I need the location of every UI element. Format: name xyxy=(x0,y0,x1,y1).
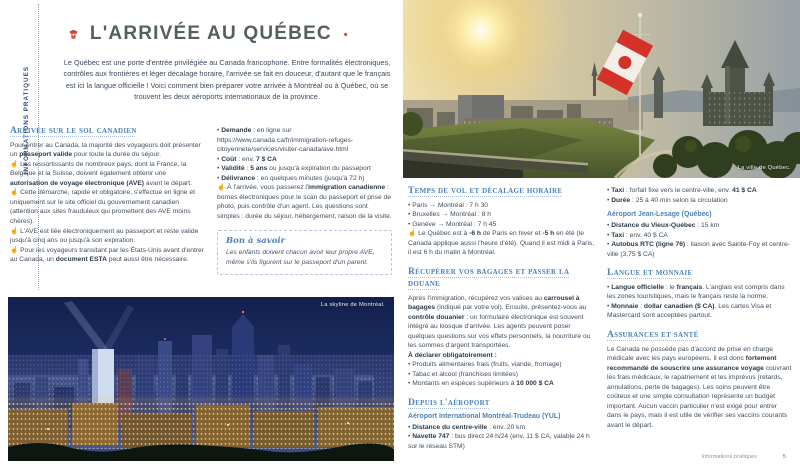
airport-name-jean-lesage: Aéroport Jean-Lesage (Québec) xyxy=(607,211,712,219)
left-column-1 xyxy=(10,126,206,265)
bullet-item: • Bruxelles → Montréal : 8 h xyxy=(408,211,491,219)
paragraph: Pour entrer au Canada, la majorité des voyageurs doit présenter un passeport valide pour toute la durée du séjour. xyxy=(10,141,201,159)
paragraph: ☝ Cette démarche, rapide et obligatoire, s'effectue en ligne et uniquement sur le site officiel du gouvernement canadien (attention aux sites frauduleux qui promettent des AVE moins chères). xyxy=(10,189,195,225)
paragraph: ☝ Pour les voyageurs transitant par les États-Unis avant d'entrer au Canada, un document ESTA peut aussi être nécessaire. xyxy=(10,246,204,264)
paragraph: Le Canada ne possède pas d'accord de prise en charge médicale avec les pays européens. Il est donc fortement recommandé de souscrire une assurance voyage couvrant les frais médicaux, le rapatriement et les imprévus (retards, annulations, perte de bagages). Les soins peuvent être coûteux et une simple consultation représente un budget important. Aucun vaccin particulier n'est exigé pour entrer dans le pays, mais il est utile de vérifier ses vaccins courants avant le départ. xyxy=(607,345,792,429)
airport-name-yul: Aéroport International Montréal-Trudeau (YUL) xyxy=(408,412,561,420)
paragraph: ☝ Les ressortissants de nombreux pays, dont la France, la Belgique et la Suisse, doivent également obtenir une autorisation de voyage électronique (AVE) avant le départ. xyxy=(10,160,192,187)
bullet-item: • Tabac et alcool (franchises limitées) xyxy=(408,370,519,378)
maple-leaf-icon xyxy=(343,26,348,43)
page-title: L'ARRIVÉE AU QUÉBEC xyxy=(89,23,332,44)
paragraph: ☝ Le Québec est à -6 h de Paris en hiver et -5 h en été (le Canada applique aussi l'heure d'été). Quand il est midi à Paris, il est 6 h du matin à Montréal. xyxy=(408,230,595,257)
paragraph: ☝ L'AVE est liée électroniquement au passeport et reste valide jusqu'à cinq ans ou jusqu'à son expiration. xyxy=(10,227,199,245)
declare-heading: À déclarer obligatoirement : xyxy=(408,351,497,359)
page-footer xyxy=(702,454,786,460)
photo-caption-montreal: La skyline de Montréal. xyxy=(320,302,385,308)
bullet-item: • Durée : 25 à 40 min selon la circulation xyxy=(607,196,728,204)
bullet-item: • Validité : 5 ans ou jusqu'à expiration du passeport xyxy=(217,165,371,173)
good-to-know-box xyxy=(217,230,392,274)
section-heading-from-airport: Depuis l'aéroport xyxy=(408,397,490,408)
bullet-item: • Demande : en ligne sur https://www.canada.ca/fr/immigration-refuges-citoyennete/services/visiter-canada/ave.html xyxy=(217,127,354,154)
photo-quebec-city xyxy=(403,0,800,178)
section-heading-flight: Temps de vol et décalage horaire xyxy=(408,186,563,196)
paragraph: Après l'immigration, récupérez vos valises au carrousel à bagages (indiqué par votre vol). Ensuite, présentez-vous au contrôle douanier : un formulaire électronique est souvent intégré au kiosque d'arrivée. Les agents peuvent poser quelques questions sur vos effets personnels, la nourriture ou les sommes d'argent transportées. xyxy=(408,294,591,350)
bullet-item: • Monnaie : dollar canadien ($ CA). Les cartes Visa et Mastercard sont acceptées partout. xyxy=(607,302,772,320)
bullet-item: • Distance du Vieux-Québec : 15 km xyxy=(607,222,720,229)
paragraph: ☝ À l'arrivée, vous passerez l'immigration canadienne : bornes électroniques pour le scan du passeport et prise de photo, puis contrôle d'un agent. Les questions sont simples : durée du séjour, hébergement, raison de la visite. xyxy=(217,184,392,220)
bullet-item: • Coût : env. 7 $ CA xyxy=(217,155,277,163)
bullet-item: • Taxi : forfait fixe vers le centre-ville, env. 41 $ CA xyxy=(607,187,757,194)
quebec-sunset-illustration xyxy=(403,0,800,178)
good-to-know-text: Les enfants doivent chacun avoir leur propre AVE, même s'ils figurent sur le passeport d'un parent. xyxy=(226,249,375,266)
left-column-2 xyxy=(217,126,392,275)
bullet-item: • Navette 747 : bus direct 24 h/24 (env. 11 $ CA, valable 24 h sur le réseau STM) xyxy=(408,433,590,450)
photo-caption-quebec: La ville de Québec. xyxy=(737,165,791,171)
bullet-item: • Montants en espèces supérieurs à 10 000 $ CA xyxy=(408,380,554,388)
bullet-item: • Produits alimentaires frais (fruits, viande, fromage) xyxy=(408,361,562,369)
good-to-know-heading: Bon à savoir xyxy=(226,236,286,247)
footer-label: Informations pratiques xyxy=(701,454,757,460)
photo-montreal-skyline xyxy=(8,297,394,461)
right-column-1 xyxy=(408,186,598,451)
bullet-item: • Taxi : env. 40 $ CA xyxy=(607,231,668,239)
bullet-item: • Langue officielle : le français. L'anglais est compris dans les zones touristiques, mais le français reste la norme. xyxy=(607,283,785,301)
page-header xyxy=(68,12,348,56)
sidebar-section-label: INFORMATIONS PRATIQUES xyxy=(23,66,30,175)
bullet-item: • Genève → Montréal : 7 h 45 xyxy=(408,220,497,228)
bullet-item: • Délivrance : en quelques minutes (jusqu'à 72 h) xyxy=(217,174,365,182)
montreal-night-skyline-illustration xyxy=(8,297,394,461)
bullet-item: • Distance du centre-ville : env. 20 km xyxy=(408,423,526,431)
section-heading-language-money: Langue et monnaie xyxy=(607,268,693,279)
intro-paragraph: Le Québec est une porte d'entrée privilégiée au Canada francophone. Entre formalités électroniques, contrôles aux frontières et léger décalage horaire, l'arrivée se fait en douceur, d'autant que le français est ici la langue officielle ! Voici comment bien préparer votre arrivée à Montréal ou à Québec, où se trouvent les deux aéroports internationaux de la province. xyxy=(63,58,391,102)
right-column-2 xyxy=(607,186,793,431)
page-number: 5 xyxy=(782,454,786,460)
bullet-item: • Paris → Montréal : 7 h 30 xyxy=(408,201,489,209)
section-heading-baggage: Récupérer vos bagages et passer la douane xyxy=(408,266,570,289)
section-heading-arrival: Arrivée sur le sol canadien xyxy=(10,126,137,136)
section-heading-insurance: Assurances et santé xyxy=(607,330,699,340)
sweater-icon xyxy=(68,18,79,51)
bullet-item: • Autobus RTC (ligne 76) : liaison avec Sainte-Foy et centre-ville (3,75 $ CA) xyxy=(607,241,790,258)
